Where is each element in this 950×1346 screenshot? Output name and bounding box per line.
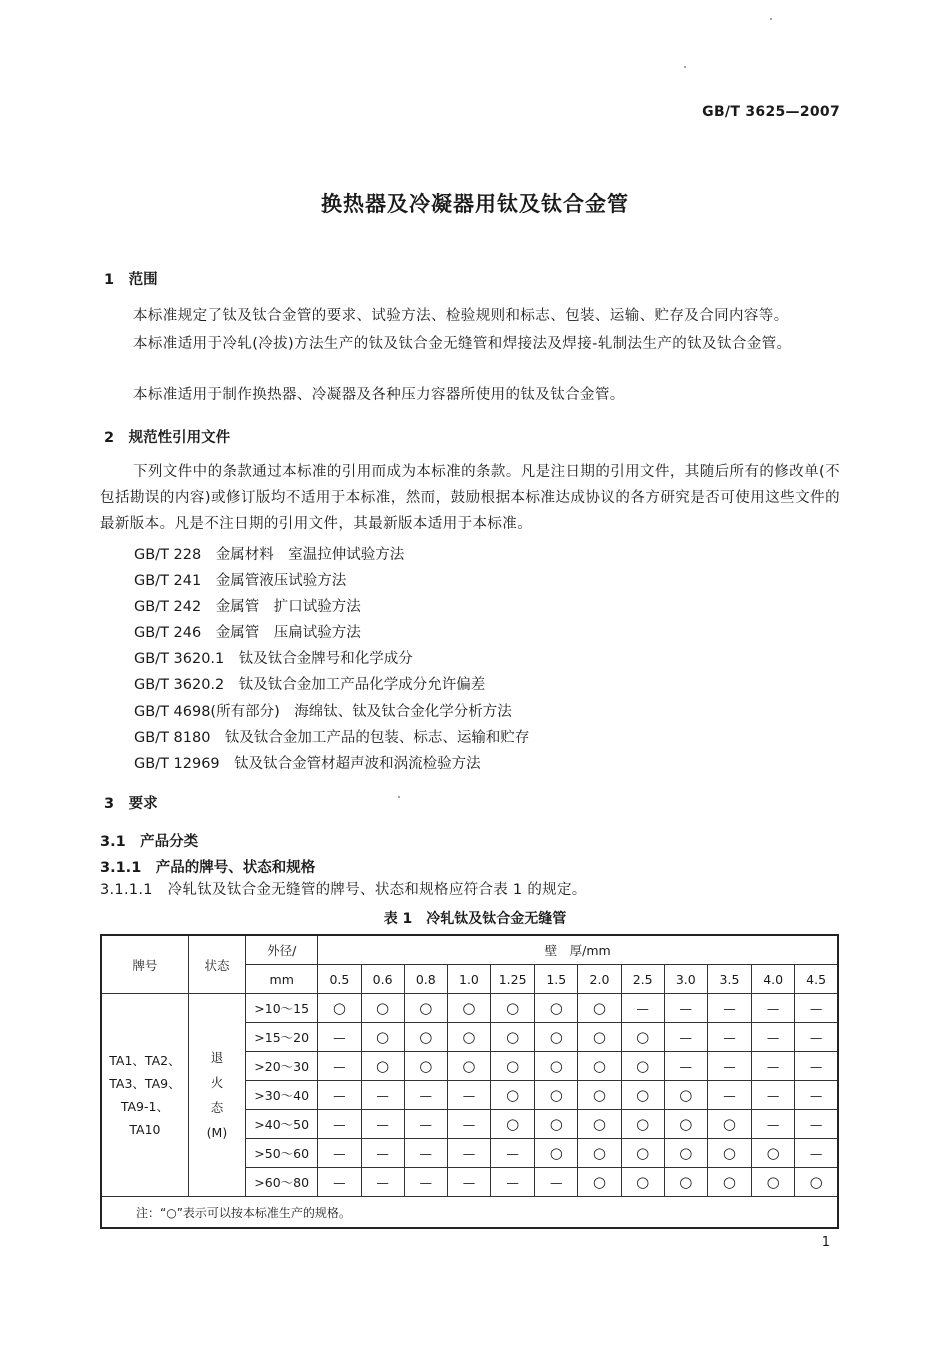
section-1-para-2: 本标准适用于冷轧(冷拔)方法生产的钛及钛合金无缝管和焊接法及焊接-轧制法生产的钛及钛合金管。 (133, 336, 792, 352)
thickness-header: 2.0 (578, 965, 621, 994)
section-3-1-1-heading: 3.1.1 产品的牌号、状态和规格 (100, 860, 316, 876)
unavailable-mark: — (752, 1052, 795, 1081)
reference-item: GB/T 242 金属管 扩口试验方法 (134, 599, 361, 615)
available-mark: ○ (491, 1110, 535, 1139)
grade-cell (101, 994, 188, 1197)
available-mark: ○ (707, 1168, 751, 1197)
available-mark: ○ (578, 1052, 621, 1081)
available-mark: ○ (578, 1168, 621, 1197)
od-range-cell: >15～20 (246, 1023, 318, 1052)
spec-table (100, 934, 839, 1229)
reference-item: GB/T 241 金属管液压试验方法 (134, 573, 347, 589)
unavailable-mark: — (752, 1023, 795, 1052)
unavailable-mark: — (491, 1168, 535, 1197)
col-header-od-2: mm (246, 965, 318, 994)
unavailable-mark: — (795, 1023, 838, 1052)
available-mark: ○ (664, 1139, 707, 1168)
available-mark: ○ (361, 994, 404, 1023)
standard-number: GB/T 3625—2007 (702, 104, 840, 120)
unavailable-mark: — (795, 1081, 838, 1110)
available-mark: ○ (535, 994, 578, 1023)
grade-line: TA3、TA9、 (109, 1076, 181, 1091)
od-range-cell: >30～40 (246, 1081, 318, 1110)
grade-line: TA9-1、 (120, 1099, 169, 1114)
thickness-header: 4.0 (752, 965, 795, 994)
state-cell (188, 994, 245, 1197)
available-mark: ○ (491, 1081, 535, 1110)
section-1-para-3: 本标准适用于制作换热器、冷凝器及各种压力容器所使用的钛及钛合金管。 (133, 387, 625, 403)
unavailable-mark: — (795, 1052, 838, 1081)
available-mark: ○ (752, 1139, 795, 1168)
available-mark: ○ (447, 1052, 490, 1081)
unavailable-mark: — (318, 1081, 361, 1110)
unavailable-mark: — (707, 994, 751, 1023)
reference-item: GB/T 246 金属管 压扁试验方法 (134, 625, 361, 641)
unavailable-mark: — (795, 994, 838, 1023)
od-range-cell: >40～50 (246, 1110, 318, 1139)
thickness-header: 2.5 (621, 965, 664, 994)
available-mark: ○ (535, 1023, 578, 1052)
unavailable-mark: — (707, 1023, 751, 1052)
available-mark: ○ (664, 1081, 707, 1110)
section-2-heading: 2 规范性引用文件 (104, 430, 231, 446)
available-mark: ○ (535, 1052, 578, 1081)
available-mark: ○ (578, 994, 621, 1023)
unavailable-mark: — (318, 1052, 361, 1081)
thickness-header: 0.5 (318, 965, 361, 994)
unavailable-mark: — (707, 1081, 751, 1110)
available-mark: ○ (318, 994, 361, 1023)
od-range-cell: >50～60 (246, 1139, 318, 1168)
unavailable-mark: — (621, 994, 664, 1023)
available-mark: ○ (535, 1081, 578, 1110)
reference-item: GB/T 4698(所有部分) 海绵钛、钛及钛合金化学分析方法 (134, 704, 512, 720)
unavailable-mark: — (447, 1081, 490, 1110)
available-mark: ○ (361, 1023, 404, 1052)
od-range-cell: >20～30 (246, 1052, 318, 1081)
available-mark: ○ (707, 1110, 751, 1139)
table-row (101, 994, 838, 1023)
unavailable-mark: — (318, 1168, 361, 1197)
table-caption: 表 1 冷轧钛及钛合金无缝管 (383, 911, 567, 927)
unavailable-mark: — (664, 1023, 707, 1052)
available-mark: ○ (621, 1139, 664, 1168)
od-range-cell: >60～80 (246, 1168, 318, 1197)
available-mark: ○ (578, 1023, 621, 1052)
available-mark: ○ (404, 1023, 447, 1052)
unavailable-mark: — (795, 1139, 838, 1168)
document-title: 换热器及冷凝器用钛及钛合金管 (321, 192, 629, 216)
thickness-header: 0.6 (361, 965, 404, 994)
unavailable-mark: — (447, 1168, 490, 1197)
reference-item: GB/T 228 金属材料 室温拉伸试验方法 (134, 547, 405, 563)
available-mark: ○ (752, 1168, 795, 1197)
state-line: 火 (210, 1075, 224, 1090)
unavailable-mark: — (447, 1110, 490, 1139)
available-mark: ○ (447, 1023, 490, 1052)
unavailable-mark: — (535, 1168, 578, 1197)
available-mark: ○ (707, 1139, 751, 1168)
col-header-grade: 牌号 (101, 935, 188, 994)
unavailable-mark: — (361, 1110, 404, 1139)
unavailable-mark: — (318, 1110, 361, 1139)
unavailable-mark: — (664, 994, 707, 1023)
thickness-header: 3.0 (664, 965, 707, 994)
available-mark: ○ (621, 1168, 664, 1197)
unavailable-mark: — (361, 1168, 404, 1197)
reference-item: GB/T 8180 钛及钛合金加工产品的包装、标志、运输和贮存 (134, 730, 530, 746)
section-3-heading: 3 要求 (104, 796, 158, 812)
col-header-od-1: 外径/ (246, 935, 318, 965)
section-3-1-1-1-text: 3.1.1.1 冷轧钛及钛合金无缝管的牌号、状态和规格应符合表 1 的规定。 (100, 882, 587, 898)
state-line: (M) (206, 1125, 228, 1140)
thickness-header: 1.5 (535, 965, 578, 994)
section-2-para-1: 下列文件中的条款通过本标准的引用而成为本标准的条款。凡是注日期的引用文件，其随后所有的修改单(不包括勘误的内容)或修订版均不适用于本标准，然而，鼓励根据本标准达成协议的各方研究是否可使用这些文件的最新版本。凡是不注日期的引用文件，其最新版本适用于本标准。 (100, 464, 840, 532)
thickness-header: 4.5 (795, 965, 838, 994)
available-mark: ○ (795, 1168, 838, 1197)
reference-item: GB/T 3620.2 钛及钛合金加工产品化学成分允许偏差 (134, 677, 486, 693)
unavailable-mark: — (404, 1081, 447, 1110)
available-mark: ○ (621, 1110, 664, 1139)
grade-line: TA10 (129, 1122, 161, 1137)
available-mark: ○ (664, 1168, 707, 1197)
unavailable-mark: — (447, 1139, 490, 1168)
state-line: 态 (210, 1100, 224, 1115)
thickness-header: 1.0 (447, 965, 490, 994)
state-line: 退 (210, 1050, 224, 1065)
available-mark: ○ (578, 1139, 621, 1168)
available-mark: ○ (404, 1052, 447, 1081)
thickness-header: 1.25 (491, 965, 535, 994)
unavailable-mark: — (752, 1081, 795, 1110)
section-1-heading: 1 范围 (104, 272, 158, 288)
thickness-header: 0.8 (404, 965, 447, 994)
grade-line: TA1、TA2、 (109, 1053, 181, 1068)
available-mark: ○ (361, 1052, 404, 1081)
unavailable-mark: — (318, 1139, 361, 1168)
available-mark: ○ (535, 1139, 578, 1168)
unavailable-mark: — (664, 1052, 707, 1081)
available-mark: ○ (578, 1081, 621, 1110)
unavailable-mark: — (361, 1139, 404, 1168)
od-range-cell: >10～15 (246, 994, 318, 1023)
section-3-1-heading: 3.1 产品分类 (100, 834, 199, 850)
unavailable-mark: — (707, 1052, 751, 1081)
unavailable-mark: — (752, 994, 795, 1023)
unavailable-mark: — (795, 1110, 838, 1139)
available-mark: ○ (578, 1110, 621, 1139)
available-mark: ○ (447, 994, 490, 1023)
available-mark: ○ (491, 994, 535, 1023)
unavailable-mark: — (404, 1110, 447, 1139)
unavailable-mark: — (318, 1023, 361, 1052)
table-note: 注：“○”表示可以按本标准生产的规格。 (101, 1197, 838, 1229)
unavailable-mark: — (404, 1139, 447, 1168)
unavailable-mark: — (404, 1168, 447, 1197)
available-mark: ○ (491, 1023, 535, 1052)
thickness-header: 3.5 (707, 965, 751, 994)
section-1-para-1: 本标准规定了钛及钛合金管的要求、试验方法、检验规则和标志、包装、运输、贮存及合同内容等。 (133, 308, 789, 324)
available-mark: ○ (491, 1052, 535, 1081)
available-mark: ○ (621, 1052, 664, 1081)
unavailable-mark: — (361, 1081, 404, 1110)
page-number: 1 (821, 1235, 830, 1250)
available-mark: ○ (664, 1110, 707, 1139)
available-mark: ○ (404, 994, 447, 1023)
unavailable-mark: — (491, 1139, 535, 1168)
available-mark: ○ (621, 1081, 664, 1110)
unavailable-mark: — (752, 1110, 795, 1139)
reference-item: GB/T 12969 钛及钛合金管材超声波和涡流检验方法 (134, 756, 481, 772)
available-mark: ○ (621, 1023, 664, 1052)
available-mark: ○ (535, 1110, 578, 1139)
reference-item: GB/T 3620.1 钛及钛合金牌号和化学成分 (134, 651, 413, 667)
col-header-wall-thickness: 壁 厚/mm (318, 935, 838, 965)
col-header-state: 状态 (188, 935, 245, 994)
